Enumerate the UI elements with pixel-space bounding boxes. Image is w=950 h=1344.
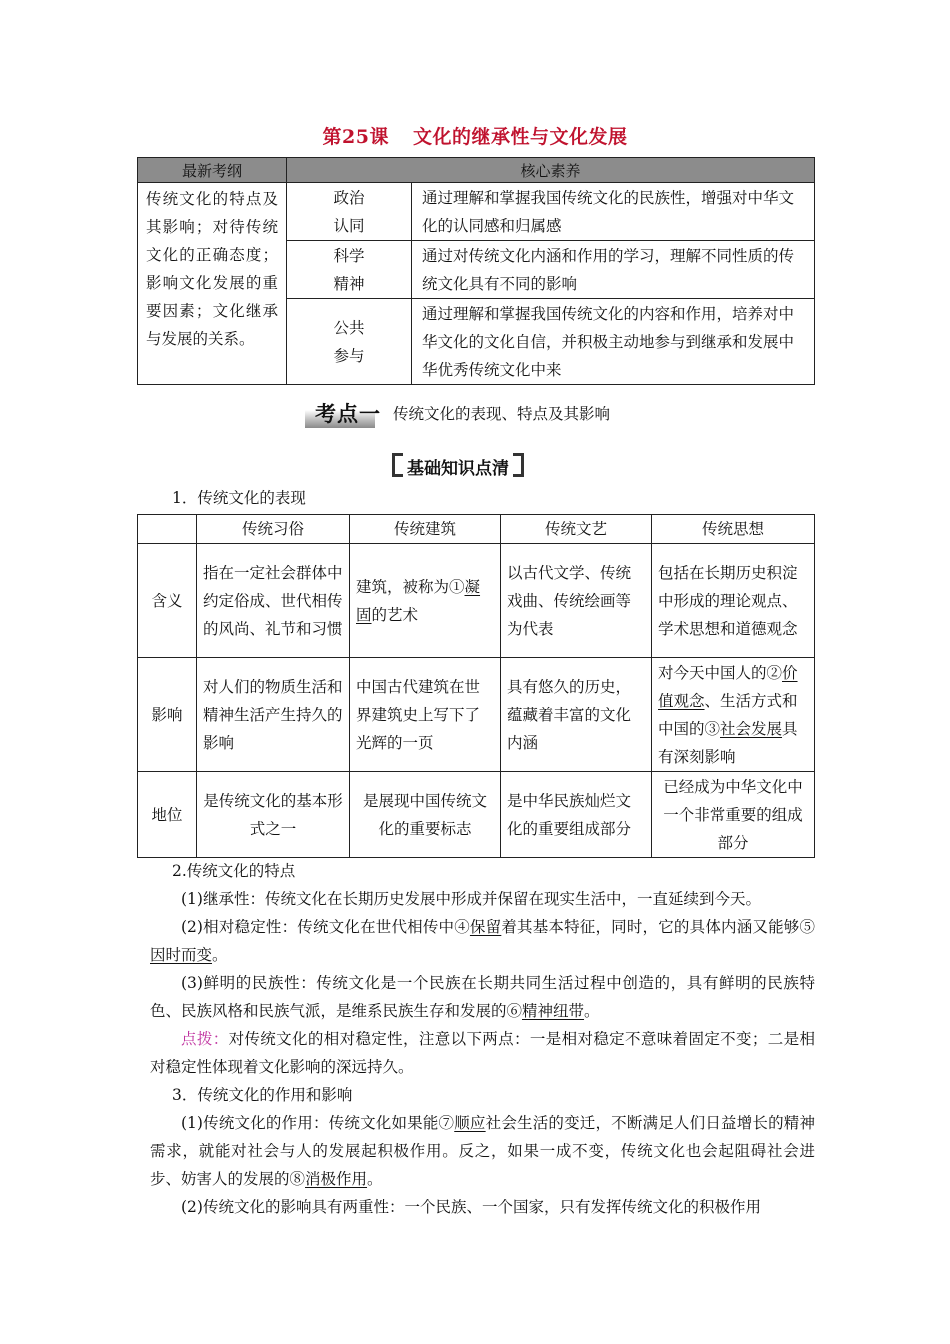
right-bracket-icon [513,453,524,477]
literacy-description: 通过理解和掌握我国传统文化的民族性，增强对中华文化的认同感和归属感 [412,183,815,241]
heading-features: 2.传统文化的特点 [172,862,296,880]
corner-cell [138,515,197,544]
column-header: 传统建筑 [350,515,501,544]
outline-text: 传统文化的特点及其影响；对待传统文化的正确态度；影响文化发展的重要因素；文化继承与发展的关系。 [138,183,287,385]
table-cell: 包括在长期历史积淀中形成的理论观点、学术思想和道德观念 [652,544,815,658]
table-cell: 对人们的物质生活和精神生活产生持久的影响 [197,658,350,772]
paragraph: (3)鲜明的民族性：传统文化是一个民族在长期共同生活过程中创造的，具有鲜明的民族特色、民族风格和民族气派，是维系民族生存和发展的⑥精神纽带。 [150,974,815,1020]
culture-forms-table [137,514,815,858]
body-text [150,857,815,1221]
literacy-dimension: 公共 参与 [287,299,412,385]
table-cell: 具有悠久的历史，蕴藏着丰富的文化内涵 [501,658,652,772]
table-cell: 是展现中国传统文化的重要标志 [350,772,501,858]
table-cell: 已经成为中华文化中一个非常重要的组成部分 [652,772,815,858]
paragraph: (2)传统文化的影响具有两重性：一个民族、一个国家，只有发挥传统文化的积极作用 [181,1198,761,1216]
paragraph: (2)相对稳定性：传统文化在世代相传中④保留着其基本特征，同时，它的具体内涵又能够⑤因时而变。 [150,918,815,964]
heading-forms: 1．传统文化的表现 [172,489,306,507]
column-header: 传统习俗 [197,515,350,544]
table-cell: 以古代文学、传统戏曲、传统绘画等为代表 [501,544,652,658]
table-cell: 对今天中国人的②价值观念、生活方式和中国的③社会发展具有深刻影响 [652,658,815,772]
section-heading: 基础知识点清 [392,453,524,479]
literacy-description: 通过对传统文化内涵和作用的学习，理解不同性质的传统文化具有不同的影响 [412,241,815,299]
paragraph: (1)传统文化的作用：传统文化如果能⑦顺应社会生活的变迁，不断满足人们日益增长的精神需求，就能对社会与人的发展起积极作用。反之，如果一成不变，传统文化也会起阻碍社会进步、妨害人的发展的⑧消极作用。 [150,1114,815,1188]
tip-label: 点拨： [181,1030,229,1048]
lesson-name: 文化的继承性与文化发展 [412,126,628,148]
lesson-title [0,122,950,149]
heading-roles: 3．传统文化的作用和影响 [172,1086,353,1104]
row-label: 影响 [138,658,197,772]
table-cell: 是传统文化的基本形式之一 [197,772,350,858]
tip-paragraph: 点拨：对传统文化的相对稳定性，注意以下两点：一是相对稳定不意味着固定不变；二是相对稳定性体现着文化影响的深远持久。 [150,1030,815,1076]
exam-requirements-table [137,157,815,385]
column-header: 传统思想 [652,515,815,544]
table-cell: 是中华民族灿烂文化的重要组成部分 [501,772,652,858]
header-outline: 最新考纲 [138,158,287,183]
table-cell: 指在一定社会群体中约定俗成、世代相传的风尚、礼节和习惯 [197,544,350,658]
column-header: 传统文艺 [501,515,652,544]
row-label: 含义 [138,544,197,658]
table-cell: 中国古代建筑在世界建筑史上写下了光辉的一页 [350,658,501,772]
left-bracket-icon [392,453,403,477]
literacy-dimension: 科学 精神 [287,241,412,299]
paragraph: (1)继承性：传统文化在长期历史发展中形成并保留在现实生活中，一直延续到今天。 [181,890,761,908]
kaodian-label: 考点一 [315,401,381,426]
kaodian-subtitle: 传统文化的表现、特点及其影响 [393,405,611,423]
lesson-number: 第25课 [322,126,389,148]
row-label: 地位 [138,772,197,858]
header-literacy: 核心素养 [287,158,815,183]
table-cell: 建筑，被称为①凝固的艺术 [350,544,501,658]
literacy-dimension: 政治 认同 [287,183,412,241]
literacy-description: 通过理解和掌握我国传统文化的内容和作用，培养对中华文化的文化自信，并积极主动地参与到继承和发展中华优秀传统文化中来 [412,299,815,385]
